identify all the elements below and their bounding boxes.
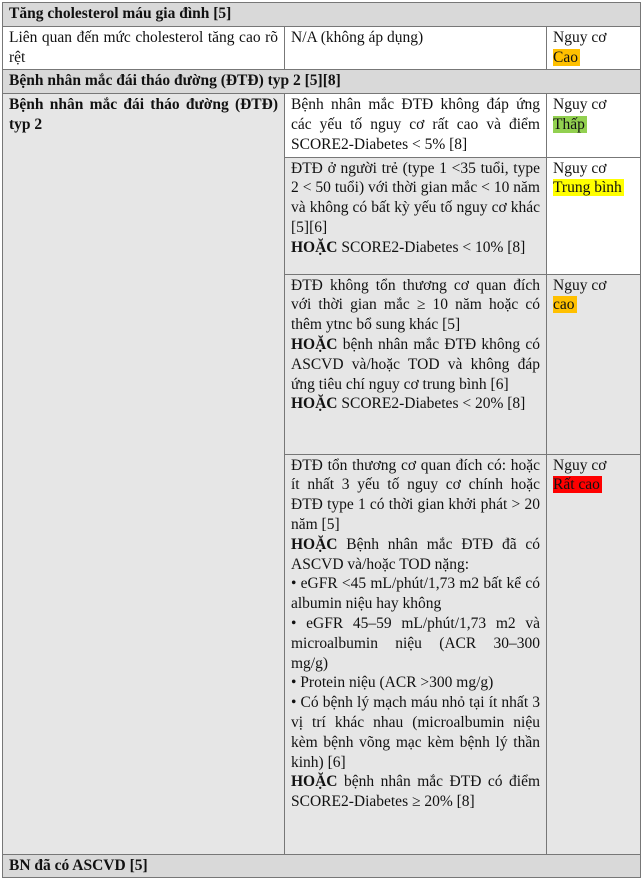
risk-badge-high: Cao: [553, 48, 578, 66]
dm-group-label: Bệnh nhân mắc đái tháo đường (ĐTĐ) typ 2: [3, 94, 285, 854]
risk-cell: [547, 454, 641, 854]
criterion-cell: [285, 454, 547, 854]
or-label: HOẶC: [291, 535, 338, 553]
risk-cell: [547, 94, 641, 157]
criterion-cell: [285, 274, 547, 454]
criterion-cell: Liên quan đến mức cholesterol tăng cao rõ rệt: [3, 26, 285, 70]
risk-prefix: Nguy cơ: [553, 28, 607, 46]
section-row-diabetes: [3, 70, 641, 94]
risk-cell: [547, 274, 641, 454]
risk-prefix: Nguy cơ: [553, 456, 607, 474]
criterion-text: SCORE2-Diabetes < 10% [8]: [341, 238, 526, 256]
risk-cell: [547, 157, 641, 274]
criterion-text: bệnh nhân mắc ĐTĐ có điểm SCORE2-Diabetes ≥ 20% [8]: [291, 773, 541, 811]
table-row-dm-low: [3, 94, 641, 157]
section-title-diabetes: Bệnh nhân mắc đái tháo đường (ĐTĐ) typ 2 [5][8]: [3, 70, 641, 94]
criterion-text: ĐTĐ không tổn thương cơ quan đích với thời gian mắc ≥ 10 năm hoặc có thêm ytnc bổ sung khác [5]: [291, 276, 540, 334]
table-row-fh: [3, 26, 641, 70]
criterion-text: ĐTĐ ở người trẻ (type 1 <35 tuổi, type 2 < 50 tuổi) với thời gian mắc < 10 năm và không có bất kỳ yếu tố nguy cơ khác [5][6]: [291, 159, 540, 236]
criterion-text: SCORE2-Diabetes < 20% [8]: [341, 395, 526, 413]
section-title-fh: Tăng cholesterol máu gia đình [5]: [3, 3, 641, 27]
risk-prefix: Nguy cơ: [553, 159, 607, 177]
section-row-familial-hypercholesterolemia: [3, 3, 641, 27]
risk-cell: [547, 26, 641, 70]
risk-badge-low: Thấp: [553, 115, 585, 133]
risk-badge-high: cao: [553, 296, 575, 314]
risk-classification-table: [2, 2, 641, 878]
risk-prefix: Nguy cơ: [553, 276, 607, 294]
criterion-text: ĐTĐ tổn thương cơ quan đích có: hoặc ít nhất 3 yếu tố nguy cơ chính hoặc ĐTĐ type 1 có thời gian khởi phát > 20 năm [5]: [291, 456, 540, 533]
criterion-text: bệnh nhân mắc ĐTĐ không có ASCVD và/hoặc TOD và không đáp ứng tiêu chí nguy cơ trung bình [6]: [291, 335, 541, 393]
risk-badge-very-high: Rất cao: [553, 476, 600, 494]
or-label: HOẶC: [291, 773, 338, 791]
criterion-cell: [285, 94, 547, 157]
bullet-item: • Protein niệu (ACR >300 mg/g): [291, 674, 494, 692]
detail-cell: N/A (không áp dụng): [285, 26, 547, 70]
bullet-item: • eGFR 45–59 mL/phút/1,73 m2 và microalbumin niệu (ACR 30–300 mg/g): [291, 614, 540, 672]
section-title-ascvd: BN đã có ASCVD [5]: [3, 854, 641, 878]
or-label: HOẶC: [291, 335, 338, 353]
criterion-text: Bệnh nhân mắc ĐTĐ không đáp ứng các yếu tố nguy cơ rất cao và điểm SCORE2-Diabetes < 5% [8]: [291, 96, 540, 153]
bullet-item: • Có bệnh lý mạch máu nhỏ tại ít nhất 3 vị trí khác nhau (microalbumin niệu kèm bệnh võng mạc kèm bệnh lý thần kinh) [6]: [291, 694, 540, 771]
or-label: HOẶC: [291, 395, 338, 413]
risk-badge-moderate: Trung bình: [553, 179, 622, 197]
criterion-text: Bệnh nhân mắc ĐTĐ đã có ASCVD và/hoặc TOD nặng:: [291, 535, 541, 573]
criterion-cell: [285, 157, 547, 274]
section-row-ascvd: [3, 854, 641, 878]
risk-prefix: Nguy cơ: [553, 96, 607, 114]
bullet-item: • eGFR <45 mL/phút/1,73 m2 bất kể có albumin niệu hay không: [291, 575, 540, 613]
or-label: HOẶC: [291, 238, 338, 256]
